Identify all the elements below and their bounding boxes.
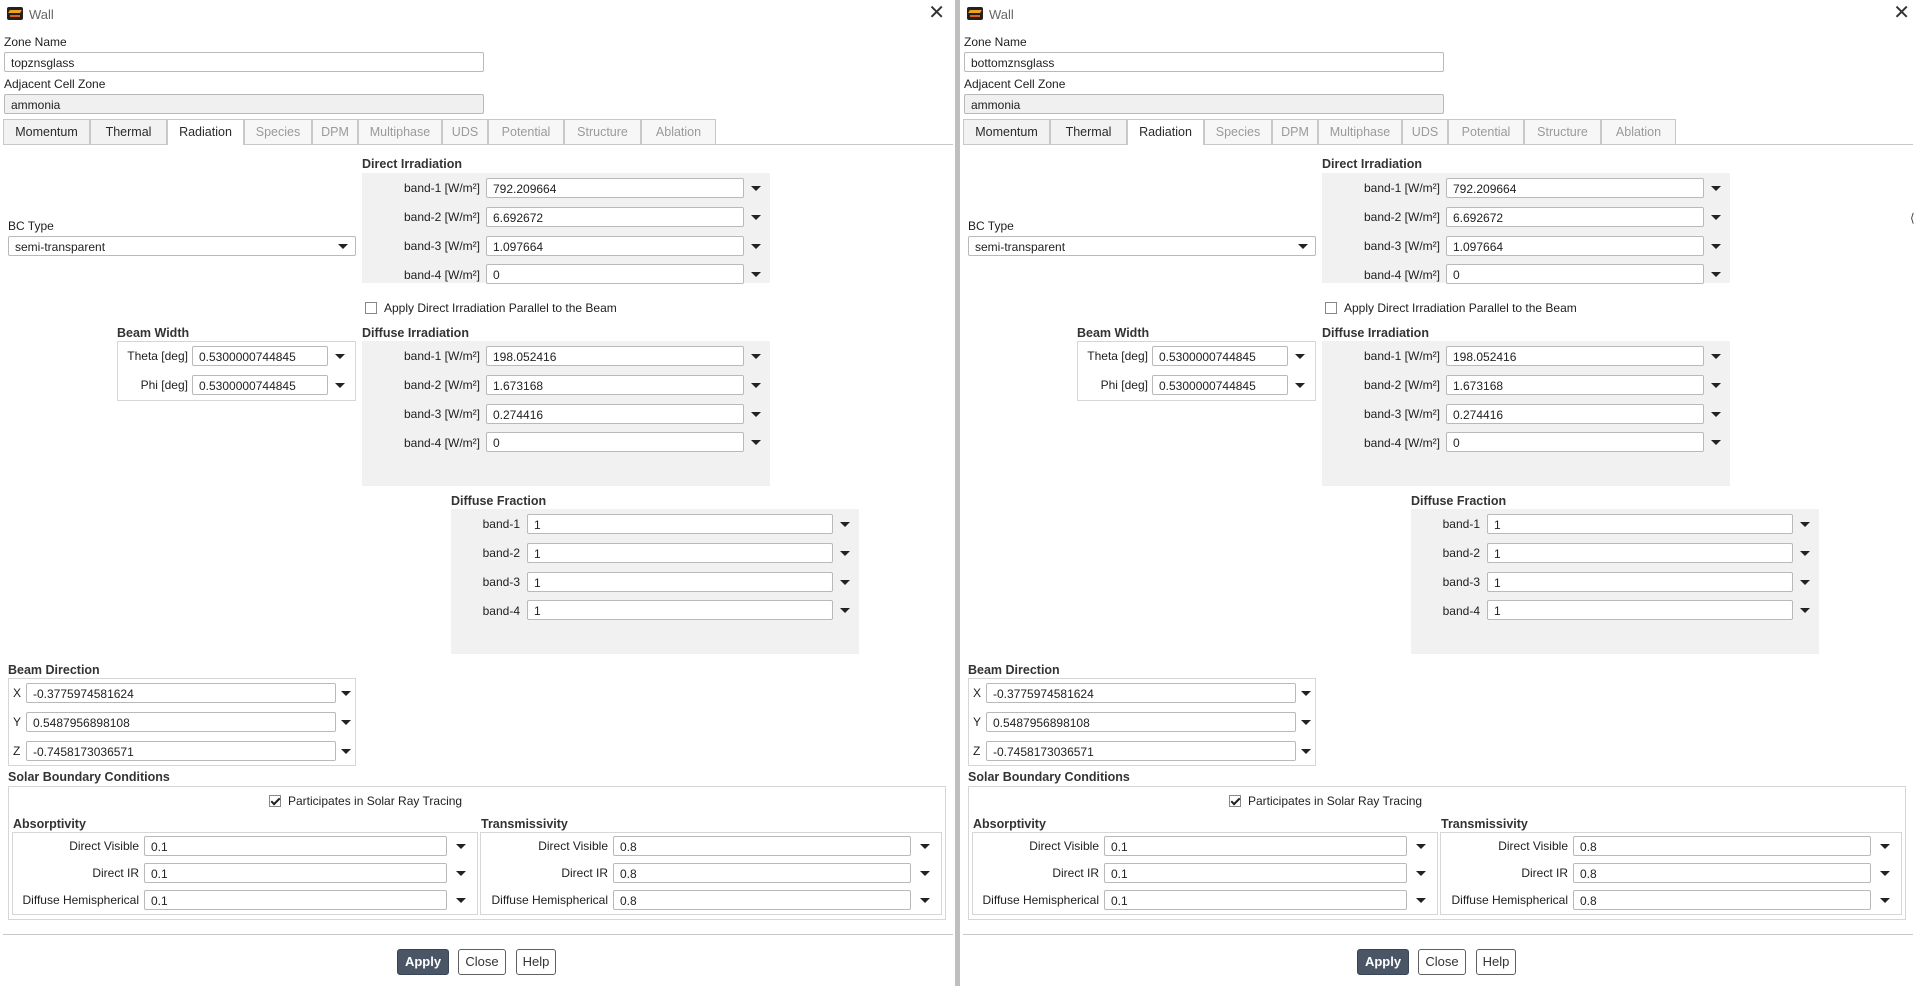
help-button[interactable]: Help xyxy=(516,949,556,975)
diffuse-band-3-label: band-3 [W/m²] xyxy=(403,407,480,421)
direct-band-4-label: band-4 [W/m²] xyxy=(1363,268,1440,282)
tab-thermal[interactable]: Thermal xyxy=(1050,119,1127,144)
bc-type-label: BC Type xyxy=(8,219,54,233)
dropdown-arrow-icon[interactable] xyxy=(840,548,850,558)
diffuse-band-1-input[interactable]: 198.052416 xyxy=(1446,346,1704,366)
beam-width-group xyxy=(1077,341,1316,401)
dropdown-arrow-icon[interactable] xyxy=(1880,895,1890,905)
dropdown-arrow-icon[interactable] xyxy=(341,717,351,727)
tab-ablation[interactable]: Ablation xyxy=(641,119,716,144)
resize-arrow-icon[interactable]: ⟨ xyxy=(1910,211,1915,225)
button-divider xyxy=(963,934,1913,935)
dropdown-arrow-icon[interactable] xyxy=(338,241,348,251)
direct-band-3-input[interactable]: 1.097664 xyxy=(1446,236,1704,256)
beam-width-group xyxy=(117,341,356,401)
close-icon[interactable]: ✕ xyxy=(928,2,945,24)
dropdown-arrow-icon[interactable] xyxy=(1800,605,1810,615)
absorptivity-group xyxy=(972,832,1438,915)
theta-label: Theta [deg] xyxy=(127,349,188,363)
fraction-band-4-input[interactable]: 1 xyxy=(1487,600,1793,620)
dropdown-arrow-icon[interactable] xyxy=(1416,868,1426,878)
solar-bc-group xyxy=(8,786,946,920)
beam-z-label: Z xyxy=(973,744,981,758)
trans-diffuse-hemispherical-input[interactable]: 0.8 xyxy=(1573,890,1871,910)
fraction-band-3-input[interactable]: 1 xyxy=(527,572,833,592)
tab-thermal[interactable]: Thermal xyxy=(90,119,167,144)
diffuse-irradiation-header: Diffuse Irradiation xyxy=(1322,326,1429,340)
diffuse-band-2-input[interactable]: 1.673168 xyxy=(1446,375,1704,395)
beam-y-input[interactable]: 0.5487956898108 xyxy=(26,712,336,732)
fraction-band-1-input[interactable]: 1 xyxy=(1487,514,1793,534)
diffuse-band-3-input[interactable]: 0.274416 xyxy=(1446,404,1704,424)
dropdown-arrow-icon[interactable] xyxy=(1416,895,1426,905)
dropdown-arrow-icon[interactable] xyxy=(751,241,761,251)
tab-momentum[interactable]: Momentum xyxy=(963,119,1050,144)
dropdown-arrow-icon[interactable] xyxy=(1711,212,1721,222)
abs-direct-visible-label: Direct Visible xyxy=(69,839,139,853)
bc-type-select[interactable]: semi-transparent xyxy=(8,236,356,256)
diffuse-band-2-label: band-2 [W/m²] xyxy=(403,378,480,392)
beam-y-input[interactable]: 0.5487956898108 xyxy=(986,712,1296,732)
dropdown-arrow-icon[interactable] xyxy=(840,605,850,615)
fraction-band-2-input[interactable]: 1 xyxy=(527,543,833,563)
tab-ablation[interactable]: Ablation xyxy=(1601,119,1676,144)
beam-direction-header: Beam Direction xyxy=(968,663,1060,677)
tab-momentum[interactable]: Momentum xyxy=(3,119,90,144)
tab-multiphase[interactable]: Multiphase xyxy=(1318,119,1402,144)
dropdown-arrow-icon[interactable] xyxy=(751,409,761,419)
zone-name-input[interactable]: topznsglass xyxy=(4,52,484,72)
close-icon[interactable]: ✕ xyxy=(1893,2,1910,24)
dropdown-arrow-icon[interactable] xyxy=(1711,380,1721,390)
dropdown-arrow-icon[interactable] xyxy=(920,895,930,905)
dropdown-arrow-icon[interactable] xyxy=(1880,868,1890,878)
trans-direct-visible-label: Direct Visible xyxy=(538,839,608,853)
beam-direction-header: Beam Direction xyxy=(8,663,100,677)
diffuse-band-2-label: band-2 [W/m²] xyxy=(1363,378,1440,392)
fraction-band-3-label: band-3 xyxy=(482,575,520,589)
beam-x-label: X xyxy=(973,686,982,700)
abs-direct-ir-input[interactable]: 0.1 xyxy=(144,863,447,883)
app-icon xyxy=(967,7,983,20)
tab-structure[interactable]: Structure xyxy=(564,119,641,144)
diffuse-fraction-header: Diffuse Fraction xyxy=(1411,494,1507,508)
close-button[interactable]: Close xyxy=(1418,949,1466,975)
direct-irradiation-header: Direct Irradiation xyxy=(1322,157,1423,171)
dropdown-arrow-icon[interactable] xyxy=(456,841,466,851)
dropdown-arrow-icon[interactable] xyxy=(1800,577,1810,587)
direct-band-4-label: band-4 [W/m²] xyxy=(403,268,480,282)
apply-parallel-label: Apply Direct Irradiation Parallel to the Beam xyxy=(384,301,617,315)
direct-irradiation-group xyxy=(362,173,770,283)
dropdown-arrow-icon[interactable] xyxy=(456,895,466,905)
beam-direction-group xyxy=(968,678,1316,766)
theta-input[interactable]: 0.5300000744845 xyxy=(1152,346,1288,366)
beam-z-input[interactable]: -0.7458173036571 xyxy=(986,741,1296,761)
trans-direct-ir-input[interactable]: 0.8 xyxy=(613,863,911,883)
transmissivity-header: Transmissivity xyxy=(481,817,568,831)
transmissivity-group xyxy=(480,832,942,915)
trans-diffuse-hemispherical-input[interactable]: 0.8 xyxy=(613,890,911,910)
tab-radiation[interactable]: Radiation xyxy=(1127,119,1204,145)
tab-multiphase[interactable]: Multiphase xyxy=(358,119,442,144)
dropdown-arrow-icon[interactable] xyxy=(456,868,466,878)
phi-label: Phi [deg] xyxy=(1100,378,1148,392)
fraction-band-3-label: band-3 xyxy=(1442,575,1480,589)
apply-parallel-checkbox[interactable] xyxy=(1325,302,1337,314)
abs-direct-visible-input[interactable]: 0.1 xyxy=(1104,836,1407,856)
beam-width-header: Beam Width xyxy=(1077,326,1150,340)
dropdown-arrow-icon[interactable] xyxy=(751,351,761,361)
diffuse-fraction-group xyxy=(1411,509,1819,654)
dropdown-arrow-icon[interactable] xyxy=(1711,409,1721,419)
diffuse-band-3-label: band-3 [W/m²] xyxy=(1363,407,1440,421)
fraction-band-2-input[interactable]: 1 xyxy=(1487,543,1793,563)
trans-direct-visible-input[interactable]: 0.8 xyxy=(613,836,911,856)
tab-bar xyxy=(3,119,953,145)
diffuse-band-1-input[interactable]: 198.052416 xyxy=(486,346,744,366)
beam-x-label: X xyxy=(13,686,22,700)
app-icon xyxy=(7,7,23,20)
fraction-band-2-label: band-2 xyxy=(482,546,520,560)
fraction-band-1-input[interactable]: 1 xyxy=(527,514,833,534)
diffuse-fraction-header: Diffuse Fraction xyxy=(451,494,547,508)
abs-direct-visible-input[interactable]: 0.1 xyxy=(144,836,447,856)
direct-band-4-input[interactable]: 0 xyxy=(486,264,744,284)
direct-band-2-label: band-2 [W/m²] xyxy=(403,210,480,224)
diffuse-band-1-label: band-1 [W/m²] xyxy=(403,349,480,363)
abs-direct-ir-input[interactable]: 0.1 xyxy=(1104,863,1407,883)
diffuse-irradiation-header: Diffuse Irradiation xyxy=(362,326,469,340)
diffuse-irradiation-group xyxy=(1322,341,1730,486)
diffuse-band-4-input[interactable]: 0 xyxy=(1446,432,1704,452)
trans-diffuse-hemispherical-label: Diffuse Hemispherical xyxy=(1451,893,1568,907)
window-title: Wall xyxy=(29,7,54,22)
beam-z-input[interactable]: -0.7458173036571 xyxy=(26,741,336,761)
fraction-band-2-label: band-2 xyxy=(1442,546,1480,560)
direct-irradiation-header: Direct Irradiation xyxy=(362,157,463,171)
adjacent-cell-zone-field: ammonia xyxy=(4,94,484,114)
absorptivity-group xyxy=(12,832,478,915)
dropdown-arrow-icon[interactable] xyxy=(1416,841,1426,851)
fraction-band-3-input[interactable]: 1 xyxy=(1487,572,1793,592)
phi-label: Phi [deg] xyxy=(140,378,188,392)
tab-potential[interactable]: Potential xyxy=(1448,119,1524,144)
dropdown-arrow-icon[interactable] xyxy=(920,868,930,878)
diffuse-band-4-label: band-4 [W/m²] xyxy=(1363,436,1440,450)
dropdown-arrow-icon[interactable] xyxy=(751,380,761,390)
solar-ray-tracing-checkbox[interactable] xyxy=(1229,795,1241,807)
title-bar[interactable] xyxy=(960,0,1920,28)
apply-parallel-checkbox[interactable] xyxy=(365,302,377,314)
dropdown-arrow-icon[interactable] xyxy=(335,351,345,361)
dropdown-arrow-icon[interactable] xyxy=(751,212,761,222)
trans-diffuse-hemispherical-label: Diffuse Hemispherical xyxy=(491,893,608,907)
diffuse-fraction-group xyxy=(451,509,859,654)
tab-potential[interactable]: Potential xyxy=(488,119,564,144)
fraction-band-1-label: band-1 xyxy=(1442,517,1480,531)
abs-direct-ir-label: Direct IR xyxy=(1052,866,1099,880)
apply-button[interactable]: Apply xyxy=(1357,949,1409,975)
dropdown-arrow-icon[interactable] xyxy=(1880,841,1890,851)
fraction-band-1-label: band-1 xyxy=(482,517,520,531)
tab-radiation[interactable]: Radiation xyxy=(167,119,244,145)
diffuse-band-2-input[interactable]: 1.673168 xyxy=(486,375,744,395)
solar-ray-tracing-checkbox[interactable] xyxy=(269,795,281,807)
diffuse-band-4-label: band-4 [W/m²] xyxy=(403,436,480,450)
tab-structure[interactable]: Structure xyxy=(1524,119,1601,144)
beam-z-label: Z xyxy=(13,744,21,758)
direct-band-1-label: band-1 [W/m²] xyxy=(1363,181,1440,195)
dropdown-arrow-icon[interactable] xyxy=(335,380,345,390)
tab-bar xyxy=(963,119,1913,145)
dropdown-arrow-icon[interactable] xyxy=(840,577,850,587)
dropdown-arrow-icon[interactable] xyxy=(1298,241,1308,251)
dropdown-arrow-icon[interactable] xyxy=(1295,351,1305,361)
beam-x-input[interactable]: -0.3775974581624 xyxy=(986,683,1296,703)
dropdown-arrow-icon[interactable] xyxy=(1711,351,1721,361)
abs-diffuse-hemispherical-input[interactable]: 0.1 xyxy=(144,890,447,910)
wall-dialog-left xyxy=(0,0,955,986)
tab-uds[interactable]: UDS xyxy=(1402,119,1448,144)
trans-direct-ir-label: Direct IR xyxy=(561,866,608,880)
beam-direction-group xyxy=(8,678,356,766)
direct-band-3-label: band-3 [W/m²] xyxy=(1363,239,1440,253)
dropdown-arrow-icon[interactable] xyxy=(341,746,351,756)
dropdown-arrow-icon[interactable] xyxy=(1711,241,1721,251)
tab-species[interactable]: Species xyxy=(1204,119,1272,144)
theta-label: Theta [deg] xyxy=(1087,349,1148,363)
trans-direct-ir-label: Direct IR xyxy=(1521,866,1568,880)
abs-diffuse-hemispherical-label: Diffuse Hemispherical xyxy=(982,893,1099,907)
dropdown-arrow-icon[interactable] xyxy=(1711,269,1721,279)
trans-direct-ir-input[interactable]: 0.8 xyxy=(1573,863,1871,883)
direct-irradiation-group xyxy=(1322,173,1730,283)
solar-ray-tracing-label: Participates in Solar Ray Tracing xyxy=(288,794,463,808)
tab-uds[interactable]: UDS xyxy=(442,119,488,144)
abs-direct-ir-label: Direct IR xyxy=(92,866,139,880)
diffuse-irradiation-group xyxy=(362,341,770,486)
dropdown-arrow-icon[interactable] xyxy=(1711,183,1721,193)
bc-type-label: BC Type xyxy=(968,219,1014,233)
abs-diffuse-hemispherical-input[interactable]: 0.1 xyxy=(1104,890,1407,910)
trans-direct-visible-label: Direct Visible xyxy=(1498,839,1568,853)
wall-dialog-right xyxy=(960,0,1920,986)
absorptivity-header: Absorptivity xyxy=(13,817,86,831)
apply-parallel-label: Apply Direct Irradiation Parallel to the Beam xyxy=(1344,301,1577,315)
absorptivity-header: Absorptivity xyxy=(973,817,1046,831)
dropdown-arrow-icon[interactable] xyxy=(1301,688,1311,698)
solar-bc-header: Solar Boundary Conditions xyxy=(968,770,1130,784)
solar-bc-group xyxy=(968,786,1906,920)
direct-band-3-input[interactable]: 1.097664 xyxy=(486,236,744,256)
dropdown-arrow-icon[interactable] xyxy=(840,519,850,529)
close-button[interactable]: Close xyxy=(458,949,506,975)
tab-dpm[interactable]: DPM xyxy=(1272,119,1318,144)
button-divider xyxy=(3,934,953,935)
tab-species[interactable]: Species xyxy=(244,119,312,144)
beam-x-input[interactable]: -0.3775974581624 xyxy=(26,683,336,703)
solar-ray-tracing-label: Participates in Solar Ray Tracing xyxy=(1248,794,1423,808)
dropdown-arrow-icon[interactable] xyxy=(1711,437,1721,447)
fraction-band-4-label: band-4 xyxy=(482,604,520,618)
dropdown-arrow-icon[interactable] xyxy=(920,841,930,851)
bc-type-select[interactable]: semi-transparent xyxy=(968,236,1316,256)
beam-y-label: Y xyxy=(973,715,982,729)
direct-band-1-input[interactable]: 792.209664 xyxy=(1446,178,1704,198)
dropdown-arrow-icon[interactable] xyxy=(1301,717,1311,727)
theta-input[interactable]: 0.5300000744845 xyxy=(192,346,328,366)
adjacent-cell-zone-label: Adjacent Cell Zone xyxy=(4,77,106,91)
adjacent-cell-zone-label: Adjacent Cell Zone xyxy=(964,77,1066,91)
dropdown-arrow-icon[interactable] xyxy=(1295,380,1305,390)
solar-bc-header: Solar Boundary Conditions xyxy=(8,770,170,784)
direct-band-1-input[interactable]: 792.209664 xyxy=(486,178,744,198)
direct-band-2-input[interactable]: 6.692672 xyxy=(1446,207,1704,227)
dropdown-arrow-icon[interactable] xyxy=(751,269,761,279)
adjacent-cell-zone-field: ammonia xyxy=(964,94,1444,114)
abs-direct-visible-label: Direct Visible xyxy=(1029,839,1099,853)
window-title: Wall xyxy=(989,7,1014,22)
title-bar[interactable] xyxy=(0,0,955,28)
trans-direct-visible-input[interactable]: 0.8 xyxy=(1573,836,1871,856)
phi-input[interactable]: 0.5300000744845 xyxy=(192,375,328,395)
abs-diffuse-hemispherical-label: Diffuse Hemispherical xyxy=(22,893,139,907)
tab-dpm[interactable]: DPM xyxy=(312,119,358,144)
fraction-band-4-label: band-4 xyxy=(1442,604,1480,618)
transmissivity-header: Transmissivity xyxy=(1441,817,1528,831)
zone-name-input[interactable]: bottomznsglass xyxy=(964,52,1444,72)
direct-band-4-input[interactable]: 0 xyxy=(1446,264,1704,284)
direct-band-3-label: band-3 [W/m²] xyxy=(403,239,480,253)
direct-band-2-input[interactable]: 6.692672 xyxy=(486,207,744,227)
dropdown-arrow-icon[interactable] xyxy=(751,183,761,193)
zone-name-label: Zone Name xyxy=(964,35,1027,49)
transmissivity-group xyxy=(1440,832,1902,915)
fraction-band-4-input[interactable]: 1 xyxy=(527,600,833,620)
dropdown-arrow-icon[interactable] xyxy=(751,437,761,447)
direct-band-1-label: band-1 [W/m²] xyxy=(403,181,480,195)
diffuse-band-4-input[interactable]: 0 xyxy=(486,432,744,452)
beam-width-header: Beam Width xyxy=(117,326,190,340)
diffuse-band-3-input[interactable]: 0.274416 xyxy=(486,404,744,424)
zone-name-label: Zone Name xyxy=(4,35,67,49)
direct-band-2-label: band-2 [W/m²] xyxy=(1363,210,1440,224)
dropdown-arrow-icon[interactable] xyxy=(341,688,351,698)
dropdown-arrow-icon[interactable] xyxy=(1301,746,1311,756)
apply-button[interactable]: Apply xyxy=(397,949,449,975)
help-button[interactable]: Help xyxy=(1476,949,1516,975)
diffuse-band-1-label: band-1 [W/m²] xyxy=(1363,349,1440,363)
phi-input[interactable]: 0.5300000744845 xyxy=(1152,375,1288,395)
dropdown-arrow-icon[interactable] xyxy=(1800,548,1810,558)
beam-y-label: Y xyxy=(13,715,22,729)
dropdown-arrow-icon[interactable] xyxy=(1800,519,1810,529)
